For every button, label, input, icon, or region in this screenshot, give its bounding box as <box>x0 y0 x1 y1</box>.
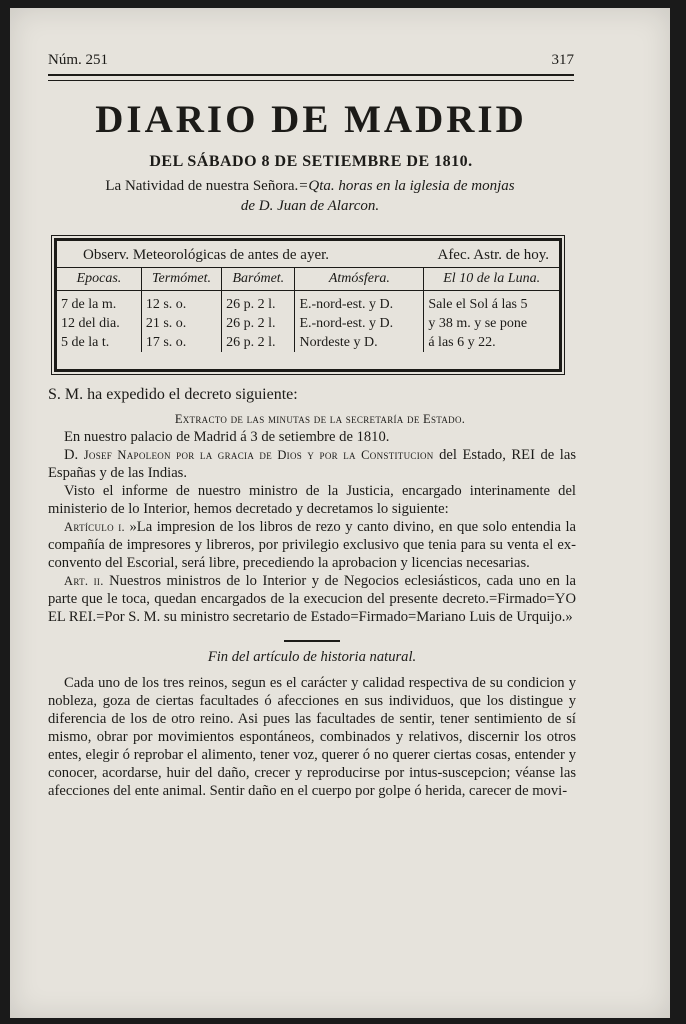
table-cell: 17 s. o. <box>141 333 221 352</box>
table-cell: E.-nord-est. y D. <box>295 314 424 333</box>
table-row <box>57 291 559 315</box>
table-cell: á las 6 y 22. <box>424 333 559 352</box>
table-cell: 26 p. 2 l. <box>222 314 295 333</box>
king-prefix: D. <box>64 447 84 463</box>
col-luna: El 10 de la Luna. <box>424 268 559 291</box>
saint-notice <box>50 176 570 216</box>
meteo-column-headers <box>57 268 559 291</box>
table-cell: 21 s. o. <box>141 314 221 333</box>
col-termometro: Termómet. <box>141 268 221 291</box>
article-2-label: Art. ii. <box>64 574 104 588</box>
newspaper-page <box>10 8 670 1018</box>
saint-hours: =Qta. horas en la iglesia de monjas <box>298 178 515 194</box>
table-cell: 12 del dia. <box>61 316 120 331</box>
table-cell: Sale el Sol á las 5 <box>424 291 559 315</box>
meteo-right-title: Afec. Astr. de hoy. <box>437 247 549 263</box>
meteorological-table <box>54 238 562 372</box>
section-title: Fin del artículo de historia natural. <box>207 649 417 665</box>
article-1-text: »La impresion de los libros de rezo y canto divino, en que solo entendia la compañía de impresores y libreros, por privilegio exclusivo que tenia para su venta el ex-convento del Escorial, será libre, precediendo la aprobacion y licencias necesarias. <box>48 519 577 571</box>
table-cell: y 38 m. y se pone <box>424 314 559 333</box>
table-cell: E.-nord-est. y D. <box>295 291 424 315</box>
natural-history-paragraph: Cada uno de los tres reinos, segun es el carácter y calidad respectiva de su condicion y nobleza, goza de ciertas facultades ó afecciones en sus individuos, que los distingue y diferencia de los de otro reino. Asi pues las facultades de sentir, tener sentimiento de sí mismo, obrar por movimientos espontáneos, combinados y relativos, discernir los otros entes, elegir ó reprobar el alimento, tener voz, querer ó no querer ciertas cosas, entender y conocer, acordarse, huir del daño, crecer y reproducirse por intus-suscepcion; véanse las afecciones del ente animal. Sentir daño en el cuerpo por golpe ó herida, carecer de movi- <box>48 675 576 799</box>
saint-church: de D. Juan de Alarcon. <box>240 198 380 214</box>
decree-visto: Visto el informe de nuestro ministro de la Justicia, encargado interinamente del ministerio de lo Interior, hemos decretado y decretamos lo siguiente: <box>48 483 576 517</box>
decree-king <box>48 446 576 482</box>
col-epocas: Epocas. <box>57 268 141 291</box>
header-rule <box>48 74 574 81</box>
table-row <box>57 333 559 352</box>
table-cell: 5 de la t. <box>61 335 110 350</box>
king-suffix: del Estado, REI de las Españas y de las Indias. <box>48 447 576 481</box>
meteo-grid <box>57 268 559 352</box>
table-cell: 26 p. 2 l. <box>222 333 295 352</box>
saint-day: La Natividad de nuestra Señora. <box>105 178 299 194</box>
table-row <box>57 314 559 333</box>
newspaper-title: DIARIO DE MADRID <box>95 98 527 141</box>
table-cell: 12 s. o. <box>141 291 221 315</box>
king-name: Josef Napoleon por la gracia de Dios y por la Constitucion <box>83 448 434 462</box>
table-cell: 26 p. 2 l. <box>222 291 295 315</box>
table-cell: Nordeste y D. <box>295 333 424 352</box>
col-barometro: Barómet. <box>222 268 295 291</box>
article-2-text: Nuestros ministros de lo Interior y de Negocios eclesiásticos, cada uno en la parte que le toca, quedan encargados de la execucion del presente decreto.=Firmado=YO EL REI.=Por S. M. su ministro secretario de Estado=Firmado=Mariano Luis de Urquijo.» <box>48 573 576 625</box>
decree-article-2 <box>48 572 576 626</box>
header-row <box>48 52 574 69</box>
col-atmosfera: Atmósfera. <box>295 268 424 291</box>
extracto-text: Extracto de las minutas de la secretaría de Estado. <box>174 412 466 426</box>
section-divider <box>284 640 340 642</box>
table-cell: 7 de la m. <box>61 297 117 312</box>
decree-extracto <box>48 410 576 428</box>
meteo-left-title: Observ. Meteorológicas de antes de ayer. <box>83 247 330 263</box>
issue-date: DEL SÁBADO 8 DE SETIEMBRE DE 1810. <box>149 153 473 170</box>
meteo-header <box>57 241 559 268</box>
article-body <box>48 386 576 800</box>
page-number: 317 <box>551 52 574 68</box>
issue-number: Núm. 251 <box>48 52 108 68</box>
decree-article-1 <box>48 518 576 572</box>
decree-intro: S. M. ha expedido el decreto siguiente: <box>48 386 298 403</box>
decree-place: En nuestro palacio de Madrid á 3 de setiembre de 1810. <box>64 429 390 445</box>
article-1-label: Artículo i. <box>64 520 125 534</box>
